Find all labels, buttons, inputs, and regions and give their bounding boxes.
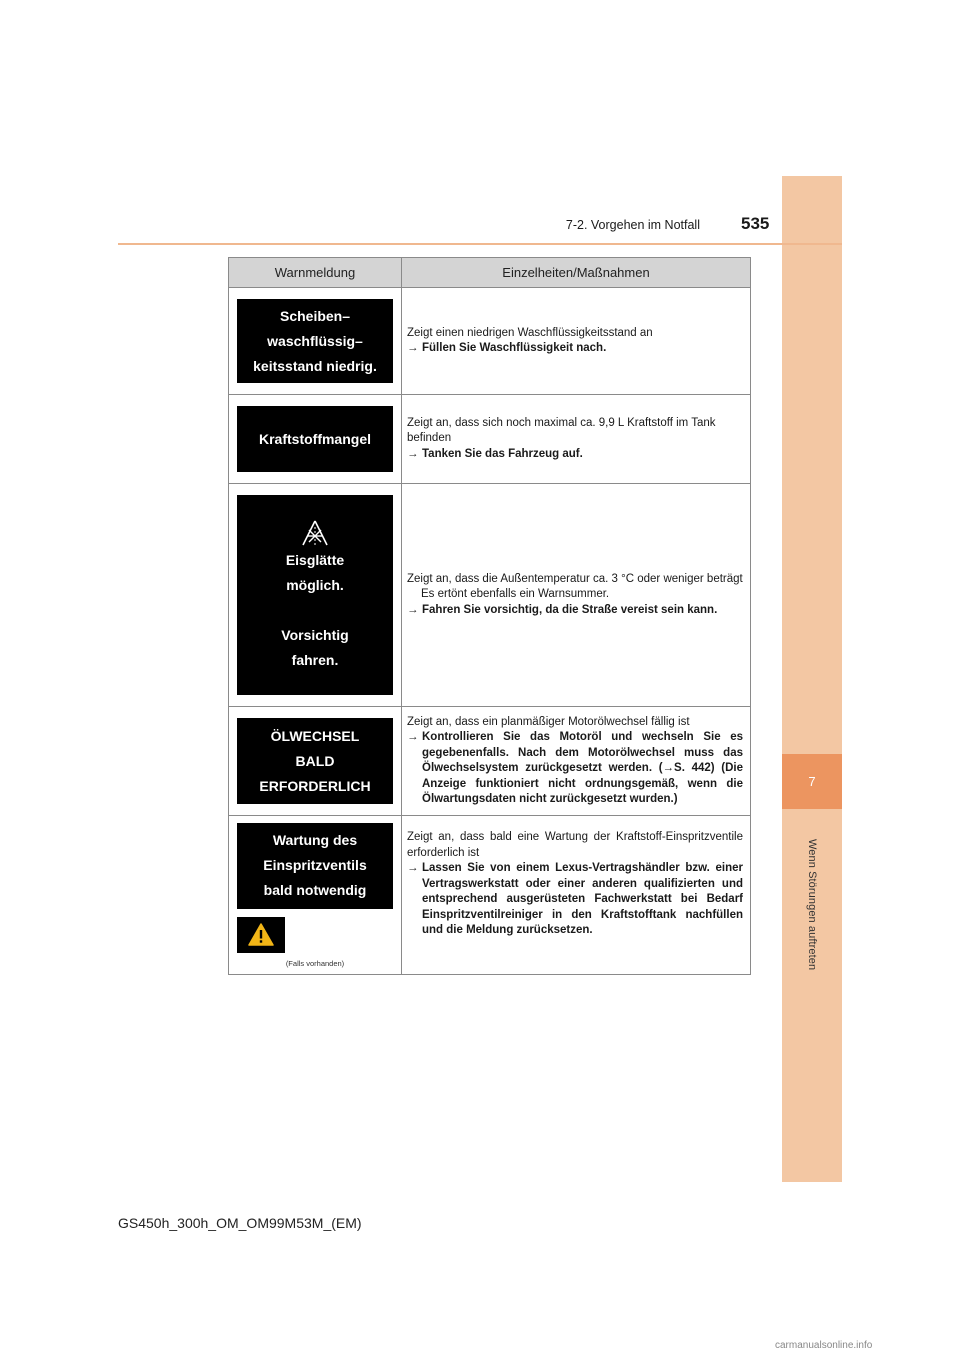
- column-header-warning: Warnmeldung: [229, 258, 402, 288]
- display-line: Eisglätte: [285, 551, 345, 568]
- description-text: Zeigt an, dass die Außentemperatur ca. 3 °C oder weniger beträgt: [407, 572, 743, 585]
- display-line: Kraftstoffmangel: [258, 430, 371, 447]
- display-line: Vorsichtig: [281, 626, 349, 643]
- table-row: [229, 816, 751, 975]
- display-oil-change: [237, 718, 393, 804]
- action-line: [407, 730, 743, 808]
- header-rule: [118, 243, 842, 245]
- display-line: ERFORDERLICH: [259, 777, 371, 794]
- action-text: Kontrollieren Sie das Motoröl und wechseln Sie es gegebenenfalls. Nach dem Motorölwechsel muss das Ölwechselsystem zurückgesetzt werden. (→S. 442) (Die Anzeige funktioniert nicht ordnungsgemäß, wenn die Ölwartungsdaten nicht zurückgesetzt wurden.): [422, 731, 743, 805]
- display-line: BALD: [295, 752, 335, 769]
- arrow-right-icon: →: [407, 447, 419, 460]
- display-line: bald notwendig: [263, 882, 367, 898]
- action-line: [407, 447, 743, 463]
- display-line: Scheiben–: [279, 307, 351, 324]
- display-cell: [229, 484, 402, 707]
- arrow-right-icon: →: [407, 342, 419, 354]
- document-code: GS450h_300h_OM_OM99M53M_(EM): [118, 1215, 362, 1231]
- chapter-label-box: [782, 810, 842, 1000]
- display-cell: [229, 816, 402, 975]
- action-text: Füllen Sie Waschflüssigkeit nach.: [422, 342, 607, 354]
- table-row: [229, 707, 751, 816]
- action-line: [407, 603, 743, 619]
- note-text: Es ertönt ebenfalls ein Warnsummer.: [421, 588, 610, 601]
- action-text: Lassen Sie von einem Lexus-Vertragshändler bzw. einer Vertragswerkstatt oder einer anderen qualifizierten und entsprechend ausgerüsteten Fachwerkstatt bei Bedarf Einspritzventilreiniger in den Kraftstofftank nachfüllen und die Meldung zurücksetzen.: [422, 862, 743, 936]
- details-cell: [402, 395, 751, 484]
- warning-light-box: [237, 917, 285, 953]
- chapter-side-tab: [782, 176, 842, 1182]
- display-line: möglich.: [286, 576, 344, 593]
- table-header-row: [229, 258, 751, 288]
- description-text: Zeigt an, dass ein planmäßiger Motorölwechsel fällig ist: [407, 715, 690, 728]
- description-text: Zeigt einen niedrigen Waschflüssigkeitsstand an: [407, 326, 653, 339]
- details-cell: [402, 484, 751, 707]
- details-cell: [402, 707, 751, 816]
- action-line: [407, 341, 743, 357]
- table-row: [229, 288, 751, 395]
- display-cell: [229, 288, 402, 395]
- display-washer-fluid: [237, 299, 393, 383]
- chapter-number: 7: [782, 754, 842, 809]
- chapter-label: Wenn Störungen auftreten: [806, 839, 818, 971]
- table-row: [229, 484, 751, 707]
- section-title: 7-2. Vorgehen im Notfall: [565, 218, 700, 232]
- display-cell: [229, 707, 402, 816]
- display-line: ÖLWECHSEL: [270, 727, 360, 744]
- display-fuel-low: [237, 406, 393, 472]
- table-row: [229, 395, 751, 484]
- action-line: [407, 861, 743, 939]
- warning-triangle-icon: [248, 923, 274, 946]
- arrow-right-icon: →: [407, 603, 419, 616]
- watermark-site: carmanualsonline.info: [775, 1340, 873, 1351]
- display-line: keitsstand niedrig.: [253, 357, 377, 374]
- action-text: Fahren Sie vorsichtig, da die Straße vereist sein kann.: [422, 603, 718, 616]
- details-cell: [402, 288, 751, 395]
- column-header-details: Einzelheiten/Maßnahmen: [402, 258, 751, 288]
- display-line: fahren.: [291, 651, 339, 668]
- arrow-right-icon: →: [407, 731, 419, 743]
- description-text: Zeigt an, dass sich noch maximal ca. 9,9 L Kraftstoff im Tank befinden: [407, 416, 716, 445]
- display-injector-service: [237, 823, 393, 909]
- page-number: 535: [741, 214, 770, 233]
- display-ice-warning: [237, 495, 393, 695]
- details-cell: [402, 816, 751, 975]
- description-text: Zeigt an, dass bald eine Wartung der Kraftstoff-Einspritzventile erforderlich ist: [407, 831, 743, 859]
- display-line: waschflüssig–: [267, 332, 363, 349]
- arrow-right-icon: →: [407, 862, 419, 874]
- action-text: Tanken Sie das Fahrzeug auf.: [422, 447, 583, 460]
- warning-message-table: [228, 257, 751, 975]
- ice-warning-icon: [298, 518, 332, 548]
- display-line: Einspritzventils: [263, 857, 367, 873]
- display-line: Wartung des: [272, 832, 358, 848]
- display-cell: [229, 395, 402, 484]
- icon-caption: (Falls vorhanden): [285, 958, 345, 968]
